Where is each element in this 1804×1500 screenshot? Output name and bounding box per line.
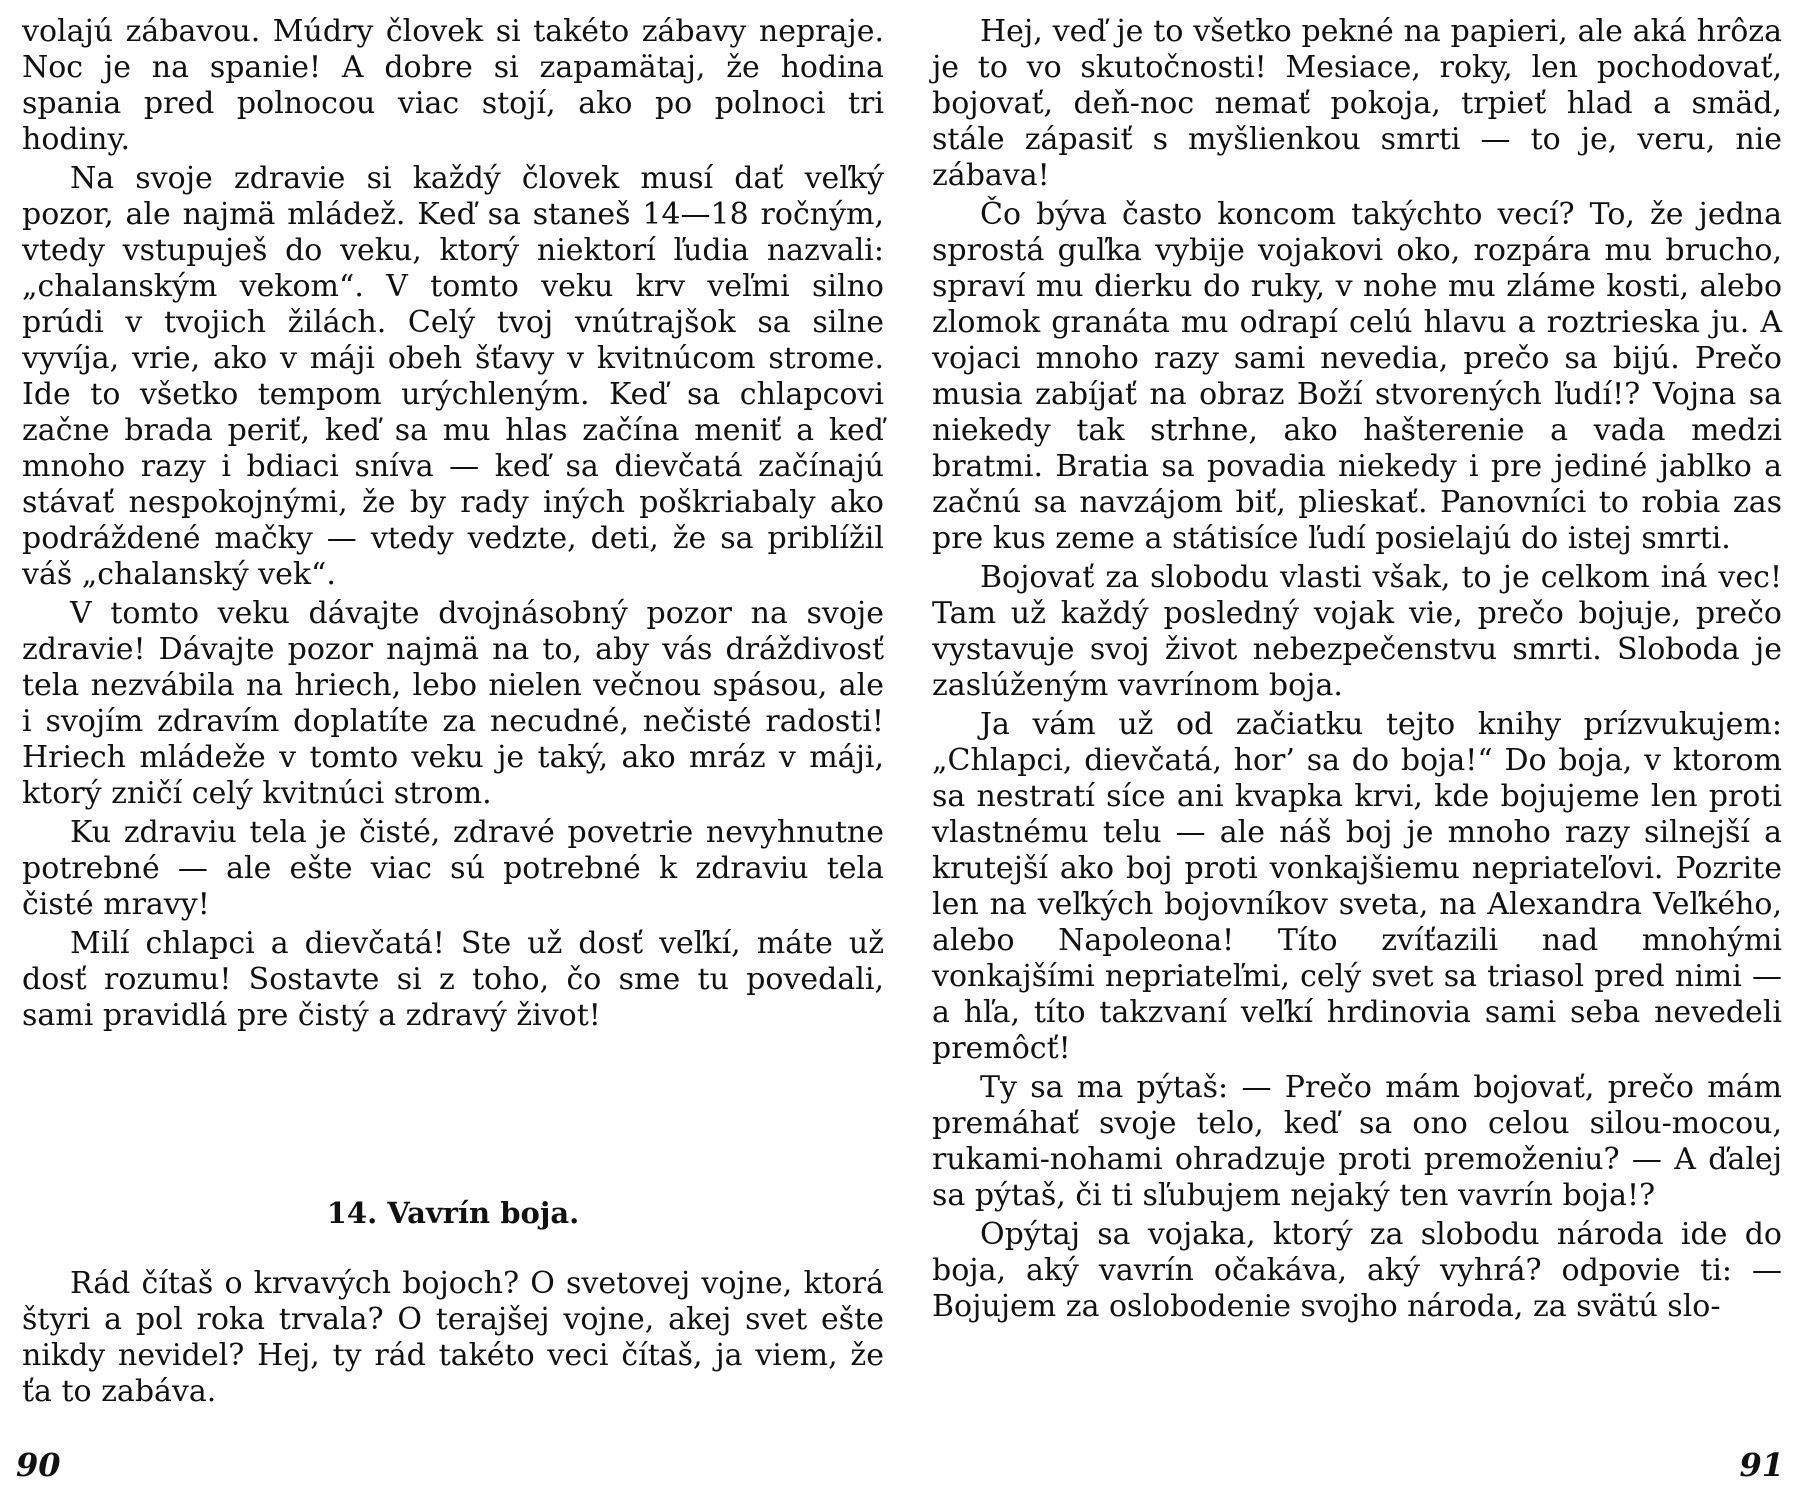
right-page <box>932 14 1782 1494</box>
chapter-body <box>22 1266 884 1410</box>
left-paragraph-4: Ku zdraviu tela je čisté, zdravé povetrie nevyhnutne potrebné — ale ešte viac sú potrebné k zdraviu tela čisté mravy! <box>22 815 884 922</box>
left-page <box>22 14 884 1494</box>
left-paragraph-5: Milí chlapci a dievčatá! Ste už dosť veľkí, máte už dosť rozumu! Sostavte si z toho, čo sme tu povedali, sami pravidlá pre čistý a zdravý život! <box>22 926 884 1033</box>
chapter-heading: 14. Vavrín boja. <box>326 1196 580 1230</box>
left-paragraph-2: Na svoje zdravie si každý človek musí dať veľký pozor, ale najmä mládež. Keď sa staneš 14—18 ročným, vtedy vstupuješ do veku, ktorý niektorí ľudia nazvali: „chalanským vekom“. V tomto veku krv veľmi silno prúdi v tvojich žilách. Celý tvoj vnútrajšok sa silne vyvíja, vrie, ako v máji obeh šťavy v kvitnúcom strome. Ide to všetko tempom urýchleným. Keď sa chlapcovi začne brada periť, keď sa mu hlas začína meniť a keď mnoho razy i bdiaci sníva — keď sa dievčatá začínajú stávať nespokojnými, že by rady iných poškriabaly ako podráždené mačky — vtedy vedzte, deti, že sa priblížil váš „chalanský vek“. <box>22 161 884 592</box>
page-number-left: 90 <box>16 1446 61 1484</box>
chapter-intro-paragraph: Rád čítaš o krvavých bojoch? O svetovej vojne, ktorá štyri a pol roka trvala? O terajšej vojne, akej svet ešte nikdy nevidel? Hej, ty rád takéto veci čítaš, ja viem, že ťa to zabáva. <box>22 1266 884 1409</box>
right-paragraph-2: Čo býva často koncom takýchto vecí? To, že jedna sprostá guľka vybije vojakovi oko, rozpára mu brucho, spraví mu dierku do ruky, v nohe mu zláme kosti, alebo zlomok granáta mu odrapí celú hlavu a roztrieska ju. A vojaci mnoho razy sami nevedia, prečo sa bijú. Prečo musia zabíjať na obraz Boží stvorených ľudí!? Vojna sa niekedy tak strhne, ako hašterenie a vada medzi bratmi. Bratia sa povadia niekedy i pre jediné jablko a začnú sa navzájom biť, plieskať. Panovníci to robia zas pre kus zeme a státisíce ľudí posielajú do istej smrti. <box>932 197 1782 556</box>
right-paragraph-4: Ja vám už od začiatku tejto knihy prízvukujem: „Chlapci, dievčatá, hor’ sa do boja!“ Do boja, v ktorom sa nestratí síce ani kvapka krvi, kde bojujeme len proti vlastnému telu — ale náš boj je mnoho razy silnejší a krutejší ako boj proti vonkajšiemu nepriateľovi. Pozrite len na veľkých bojovníkov sveta, na Alexandra Veľkého, alebo Napoleona! Títo zvíťazili nad mnohými vonkajšími nepriateľmi, celý svet sa triasol pred nimi — a hľa, títo takzvaní veľkí hrdinovia sami seba nevedeli premôcť! <box>932 707 1782 1066</box>
right-paragraph-1: Hej, veď je to všetko pekné na papieri, ale aká hrôza je to vo skutočnosti! Mesiace, roky, len pochodovať, bojovať, deň-noc nemať pokoja, trpieť hlad a smäd, stále zápasiť s myšlienkou smrti — to je, veru, nie zábava! <box>932 14 1782 193</box>
left-paragraph-1: volajú zábavou. Múdry človek si takéto zábavy nepraje. Noc je na spanie! A dobre si zapamätaj, že hodina spania pred polnocou viac stojí, ako po polnoci tri hodiny. <box>22 14 884 157</box>
right-paragraph-5: Ty sa ma pýtaš: — Prečo mám bojovať, prečo mám premáhať svoje telo, keď sa ono celou silou-mocou, rukami-nohami ohradzuje proti premoženiu? — A ďalej sa pýtaš, či ti sľubujem nejaký ten vavrín boja!? <box>932 1070 1782 1213</box>
right-paragraph-6: Opýtaj sa vojaka, ktorý za slobodu národa ide do boja, aký vavrín očakáva, aký vyhrá? odpovie ti: — Bojujem za oslobodenie svojho národa, za svätú slo- <box>932 1217 1782 1324</box>
page-number-right: 91 <box>1739 1446 1784 1484</box>
left-paragraph-3: V tomto veku dávajte dvojnásobný pozor na svoje zdravie! Dávajte pozor najmä na to, aby vás dráždivosť tela nezvábila na hriech, lebo nielen večnou spásou, ale i svojím zdravím doplatíte za necudné, nečisté radosti! Hriech mládeže v tomto veku je taký, ako mráz v máji, ktorý zničí celý kvitnúci strom. <box>22 596 884 811</box>
right-paragraph-3: Bojovať za slobodu vlasti však, to je celkom iná vec! Tam už každý posledný vojak vie, prečo bojuje, prečo vystavuje svoj život nebezpečenstvu smrti. Sloboda je zaslúženým vavrínom boja. <box>932 560 1782 703</box>
